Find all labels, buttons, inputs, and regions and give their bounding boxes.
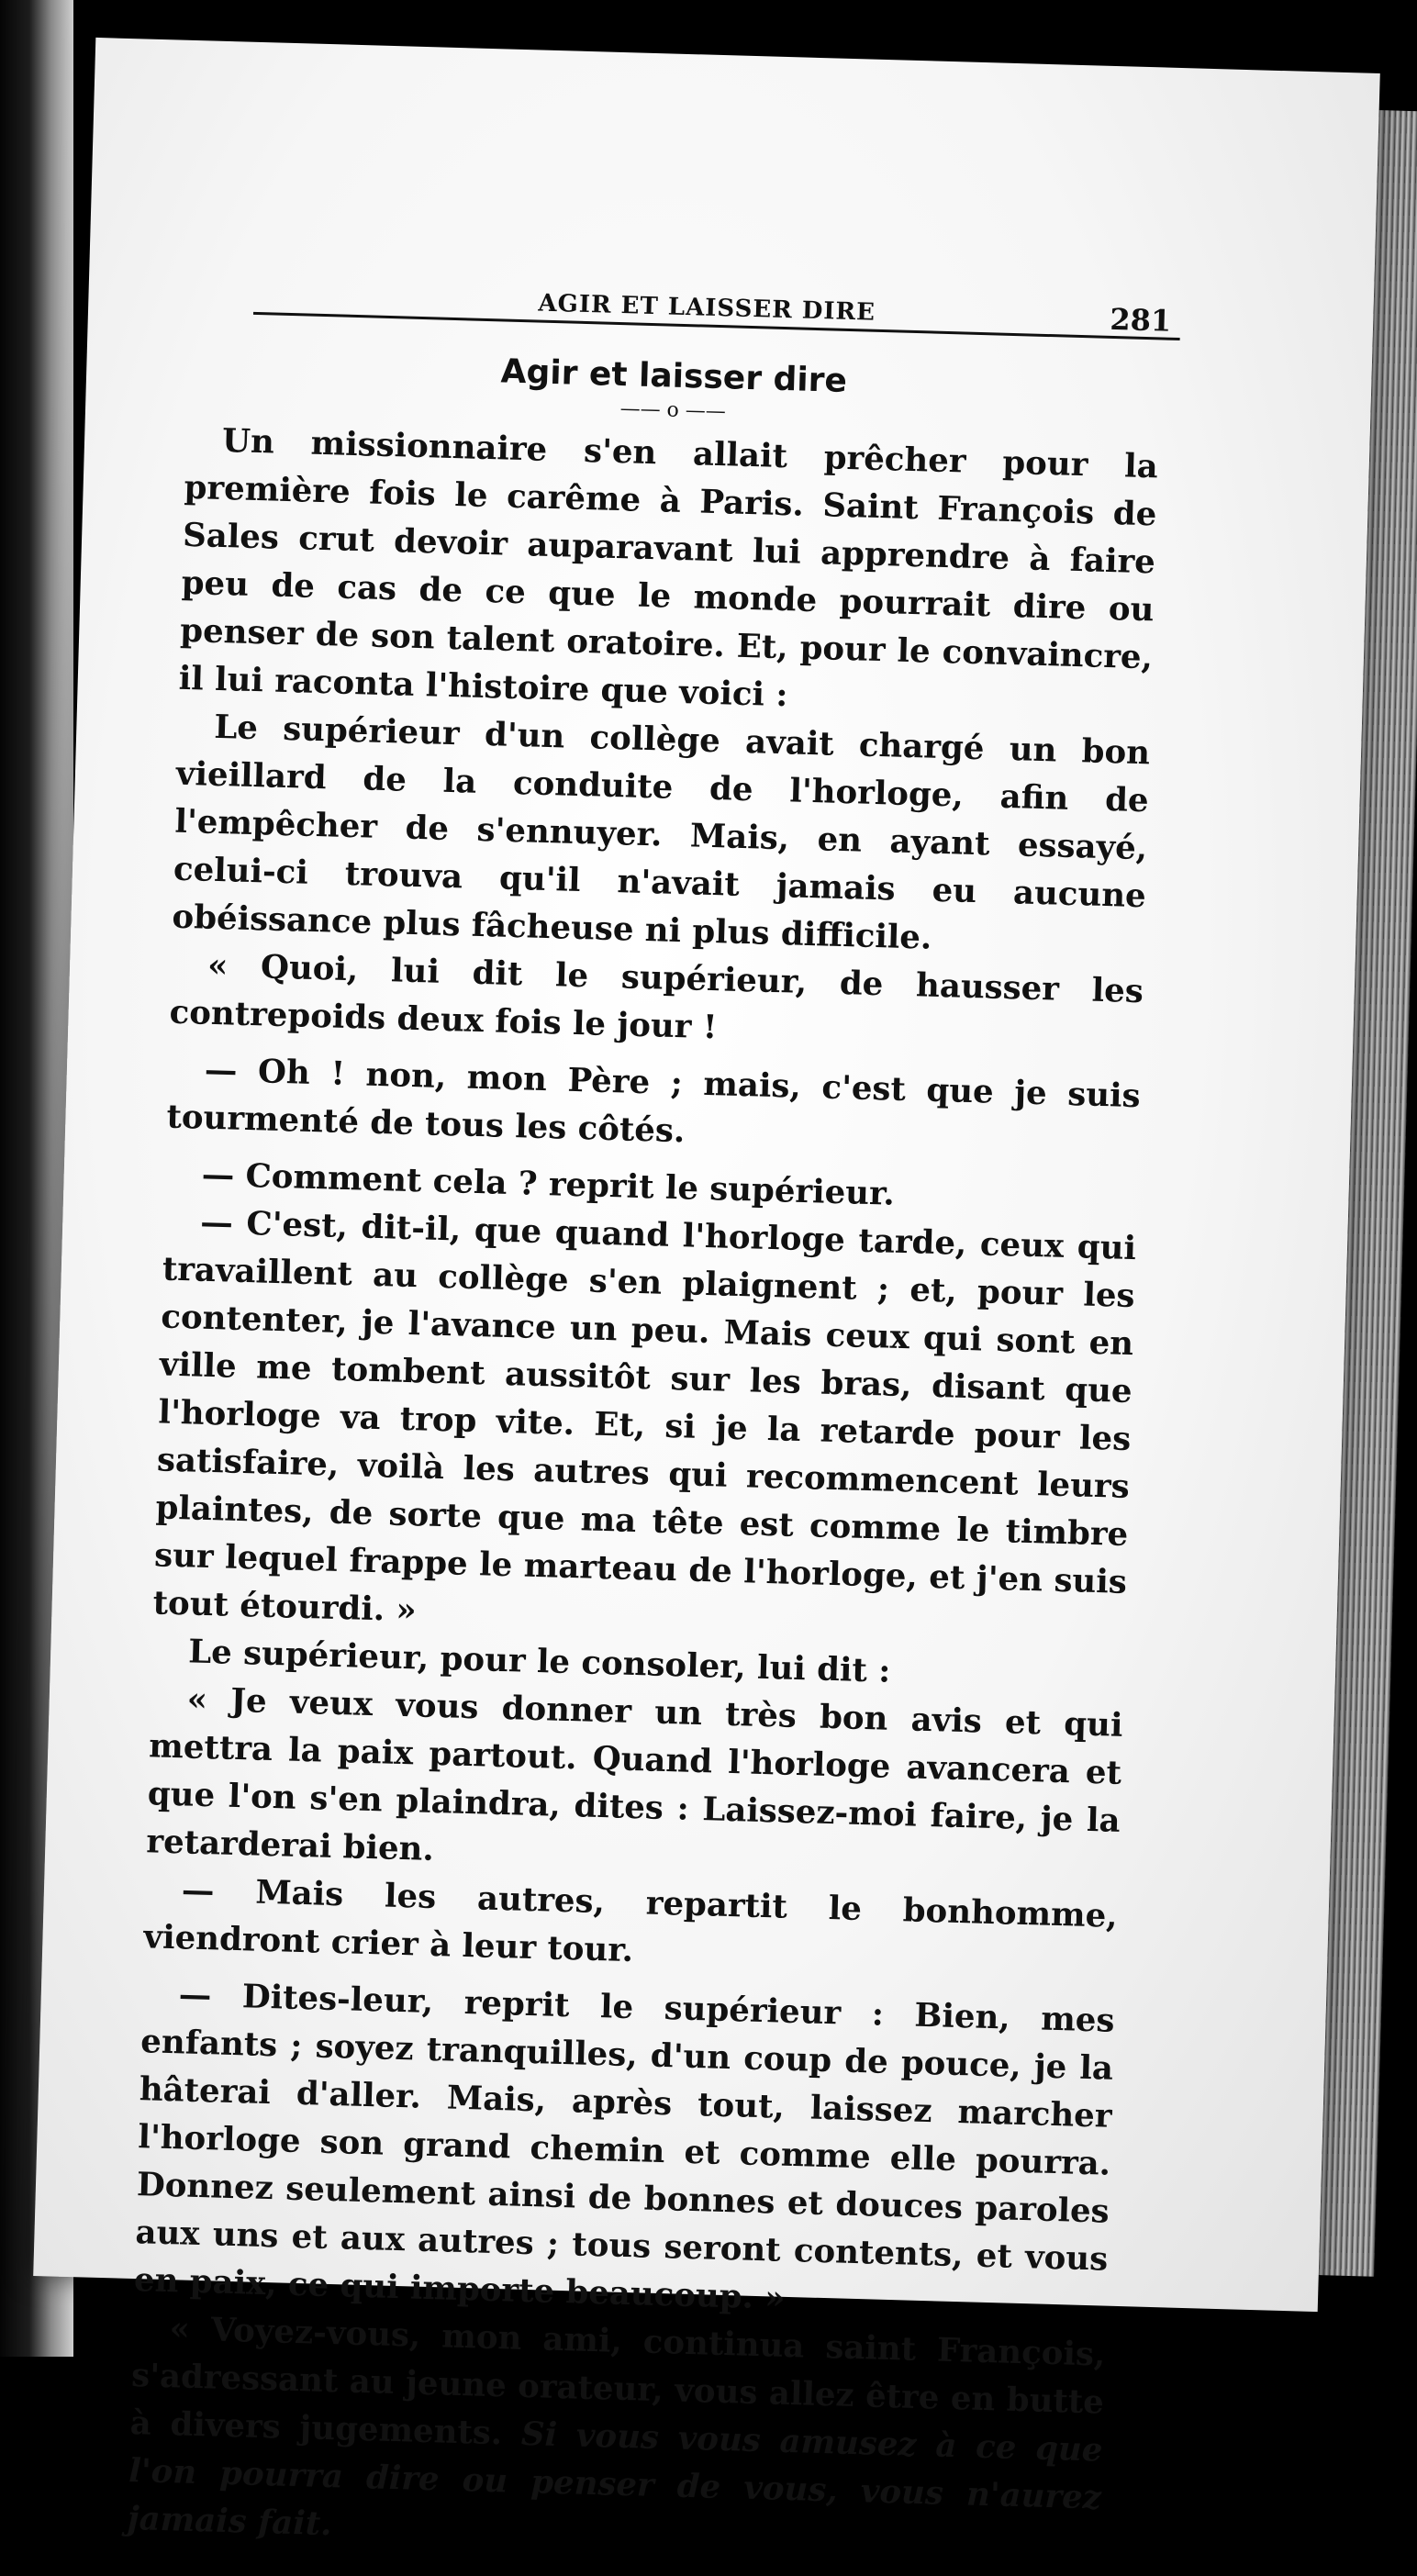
page-content — [127, 270, 1172, 2570]
paragraph: — Dites-leur, reprit le supérieur : Bien, mes enfants ; soyez tranquilles, d'un coup de pouce, je la hâterai d'aller. Mais, après tout, laissez marcher l'horloge son grand chemin et comme elle pourra. Donnez seulement ainsi de bonnes et douces paroles aux uns et aux autres ; tous seront contents, et vous en paix, ce qui importe beaucoup. » — [133, 1976, 1115, 2317]
paragraph: Un missionnaire s'en allait prêcher pour la première fois le carême à Paris. Saint François de Sales crut devoir auparavant lui apprendre à faire peu de cas de ce que le monde pourrait dire ou penser de son talent oratoire. Et, pour le convaincre, il lui raconta l'histoire que voici : — [178, 421, 1159, 715]
paragraph: — Mais les autres, repartit le bonhomme, viendront crier à leur tour. — [142, 1871, 1119, 1970]
final-italic-text: Si vous vous amusez à ce que l'on pourra dire ou penser de vous, vous n'aurez jamais fait. — [127, 2414, 1103, 2544]
paragraph: Le supérieur, pour le consoler, lui dit : — [187, 1633, 891, 1690]
title-divider: —— o —— — [619, 397, 727, 424]
running-head — [189, 270, 1172, 352]
paragraph: « Quoi, lui dit le supérieur, de hausser les contrepoids deux fois le jour ! — [169, 946, 1144, 1047]
paragraph: — C'est, dit-il, que quand l'horloge tarde, ceux qui travaillent au collège s'en plaignent ; et, pour les contenter, je l'avance un peu. Mais ceux qui sont en ville me tombent aussitôt sur les bras, disant que l'horloge va trop vite. Et, si je la retarde pour les satisfaire, voilà les autres qui recommencent leurs plaintes, de sorte que ma tête est comme le timbre sur lequel frappe le marteau de l'horloge, et j'en suis tout étourdi. » — [152, 1203, 1137, 1630]
final-paragraph — [127, 2304, 1106, 2570]
paragraph: « Je veux vous donner un très bon avis et qui mettra la paix partout. Quand l'horloge avancera et que l'on s'en plaindra, dites : Laissez-moi faire, je la retarderai bien. — [145, 1680, 1123, 1868]
running-title: AGIR ET LAISSER DIRE — [538, 289, 876, 327]
paragraph: — Comment cela ? reprit le supérieur. — [201, 1155, 896, 1213]
book-page — [33, 38, 1380, 2544]
page-number: 281 — [1109, 301, 1172, 339]
paragraph: — Oh ! non, mon Père ; mais, c'est que je suis tourmenté de tous les côtés. — [165, 1051, 1142, 1151]
article-title: Agir et laisser dire — [500, 352, 848, 400]
final-paragraph-text: « Voyez-vous, mon ami, continua saint François, s'adressant au jeune orateur, vous allez être en butte à divers jugements. — [129, 2310, 1106, 2453]
paragraph: Le supérieur d'un collège avait chargé un bon vieillard de la conduite de l'horloge, afin de l'empêcher de s'ennuyer. Mais, en ayant essayé, celui-ci trouva qu'il n'avait jamais eu aucune obéissance plus fâcheuse ni plus difficile. — [172, 708, 1151, 957]
